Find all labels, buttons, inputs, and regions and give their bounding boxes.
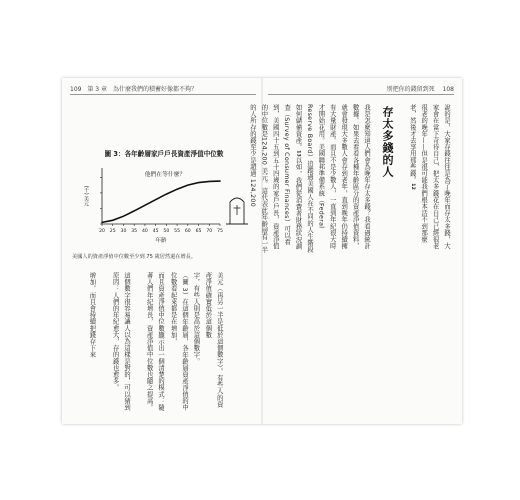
- footnote-marker: 12: [409, 183, 415, 191]
- right-running-title: 別把你的錢留到死: [386, 86, 435, 93]
- figure-3: [70, 144, 258, 248]
- x-tick-label: 30: [120, 229, 127, 234]
- x-tick-label: 20: [99, 229, 105, 234]
- left-running-title: 第 3 章 為什麼我們的積蓄好像都不夠？: [87, 86, 198, 93]
- text-column-5: 這個數字很容易讓人以為這樣是對的，可以猜到原因：人們的年紀愈大，存的錢也愈多。: [111, 272, 130, 411]
- x-tick-label: 50: [163, 229, 170, 234]
- text-column-2: 字，有些人則是高於這個數字。: [192, 272, 200, 365]
- left-header-rule: [70, 94, 256, 95]
- series-line: [102, 181, 220, 222]
- x-axis-label: 年齡: [155, 238, 167, 244]
- right-page-header: [387, 84, 454, 93]
- footnote-marker: 13: [295, 150, 301, 158]
- text-column-6: 增加，而且會持續把錢存下來: [88, 272, 96, 358]
- x-tick-label: 75: [217, 229, 223, 234]
- figure-caption: 美國人的資產淨值中位數至少到 75 歲居然還在增長。: [72, 254, 197, 260]
- chart-title: 圖 3：各年齡層家戶戶長資產淨值中位數: [104, 150, 224, 158]
- right-header-rule: [268, 94, 454, 95]
- book-spread: [62, 78, 462, 424]
- x-tick-label: 45: [152, 229, 159, 234]
- section-heading: 存太多錢的人: [381, 106, 394, 178]
- x-tick-label: 55: [174, 229, 181, 234]
- text-column-3: （圖 3）在這個年齡層，各年齡層資產淨值的中位數看起來都是在增加，: [169, 272, 188, 411]
- x-tick-label: 40: [141, 229, 148, 234]
- x-tick-label: 60: [184, 229, 191, 234]
- x-tick-label: 65: [195, 229, 202, 234]
- y-axis-label: (千) 美元: [83, 185, 89, 207]
- x-tick-label: 70: [206, 229, 213, 234]
- x-tick-label: 35: [131, 229, 138, 234]
- right-page-number: 108: [442, 86, 454, 93]
- paragraph-main: 我是怎麼知道人們會為晚年存太多錢？我看過統計數據。如果去看看各種年齡區分的資產淨值資料，就會發現大多數人會存到老年，直到晚年仍持續擁有大量財產。而且不是少數人，一直到年紀很大時才開始花用。美國聯邦準備系統（Federal Reserve Board）追蹤過美國人在不同的人生階段如何儲備資產。13以如，我們從消費者財務狀況調查（Survey of Consumer Finances）可以看到，美國四十五到五十四歲的家戶戶長，資產淨值的中位數是124,200 美元。這代表此年齡層有一半的人所存的錢至少是超過 124,200: [248, 104, 370, 254]
- left-page-number: 109: [70, 86, 82, 93]
- chart-svg: [70, 160, 258, 246]
- tombstone-icon: [226, 198, 248, 224]
- chart-annotation: 他們在等什麼？: [144, 172, 186, 178]
- text-column-4: 而且資產淨值中位數顯示出一個清楚的模式：隨著人們年紀增長，資產淨值中位數也隨之提高。: [145, 272, 164, 411]
- left-page-header: [70, 84, 197, 93]
- paragraph-top: 說的是，大家存錢往往是為了晚年而存太多錢，大家會在當下苛待自己，把太多錢花在自己已經很老很老的晚年——但是很可能我們根本活不到那麼老，然後才去享用那些錢。12: [408, 104, 450, 250]
- text-column-1: 美元（再另一半是低於這個數字）。有些人的資產淨值確實低於這個數: [204, 272, 223, 408]
- x-tick-label: 25: [109, 229, 116, 234]
